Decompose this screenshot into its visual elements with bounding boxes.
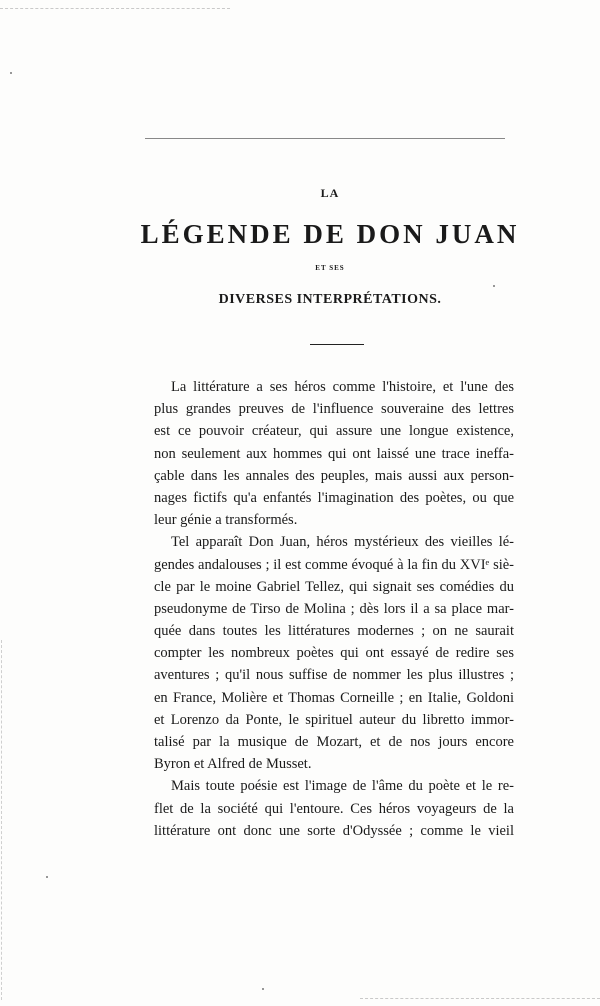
text-line: Byron et Alfred de Musset.	[154, 756, 312, 773]
text-line: Mais toute poésie est l'image de l'âme du poète et le re-	[171, 778, 514, 795]
page-title: LÉGENDE DE DON JUAN	[140, 219, 520, 249]
scan-artifact-left	[1, 640, 2, 1000]
text-line: non seulement aux hommes qui ont laissé une trace ineffa-	[154, 445, 514, 462]
text-line: en France, Molière et Thomas Corneille ; en Italie, Goldoni	[154, 689, 514, 706]
text-line: pseudonyme de Tirso de Molina ; dès lors il a sa place mar-	[154, 600, 514, 617]
text-line: et Lorenzo da Ponte, le spirituel auteur du libretto immor-	[154, 711, 514, 728]
text-line: quée dans toutes les littératures modernes ; on ne saurait	[154, 623, 514, 640]
text-line: çable dans les annales des peuples, mais aussi aux person-	[154, 467, 514, 484]
text-line: nages fictifs qu'a enfantés l'imagination des poètes, ou que	[154, 489, 514, 506]
scan-speck	[10, 72, 12, 74]
section-rule	[310, 344, 364, 345]
text-line: est ce pouvoir créateur, qui assure une longue existence,	[154, 423, 514, 440]
text-line: cle par le moine Gabriel Tellez, qui signait ses comédies du	[154, 578, 514, 595]
scan-artifact-top	[0, 8, 230, 9]
text-line: La littérature a ses héros comme l'histoire, et l'une des	[171, 379, 514, 395]
body-text	[154, 376, 514, 842]
text-line: plus grandes preuves de l'influence souveraine des lettres	[154, 401, 514, 418]
header-rule	[145, 138, 505, 139]
text-line: aventures ; qu'il nous suffise de nommer les plus illustres ;	[154, 667, 514, 684]
text-line: flet de la société qui l'entoure. Ces héros voyageurs de la	[154, 800, 514, 817]
text-line: compter les nombreux poètes qui ont essayé de redire ses	[154, 645, 514, 662]
text-line: gendes andalouses ; il est comme évoqué à la fin du XVIᵉ siè-	[154, 556, 514, 573]
scan-artifact-bottom	[360, 998, 600, 999]
text-line: leur génie a transformés.	[154, 512, 298, 529]
heading-et-ses: ET SES	[315, 264, 345, 272]
scan-speck	[262, 988, 264, 990]
text-line: littérature ont donc une sorte d'Odyssée ; comme le vieil	[154, 822, 514, 839]
text-line: Tel apparaît Don Juan, héros mystérieux des vieilles lé-	[171, 534, 514, 551]
text-line: talisé par la musique de Mozart, et de nos jours encore	[154, 734, 514, 750]
scan-speck	[493, 285, 495, 287]
page-subtitle: DIVERSES INTERPRÉTATIONS.	[218, 292, 442, 307]
scan-speck	[46, 876, 48, 878]
heading-la: LA	[320, 186, 340, 200]
